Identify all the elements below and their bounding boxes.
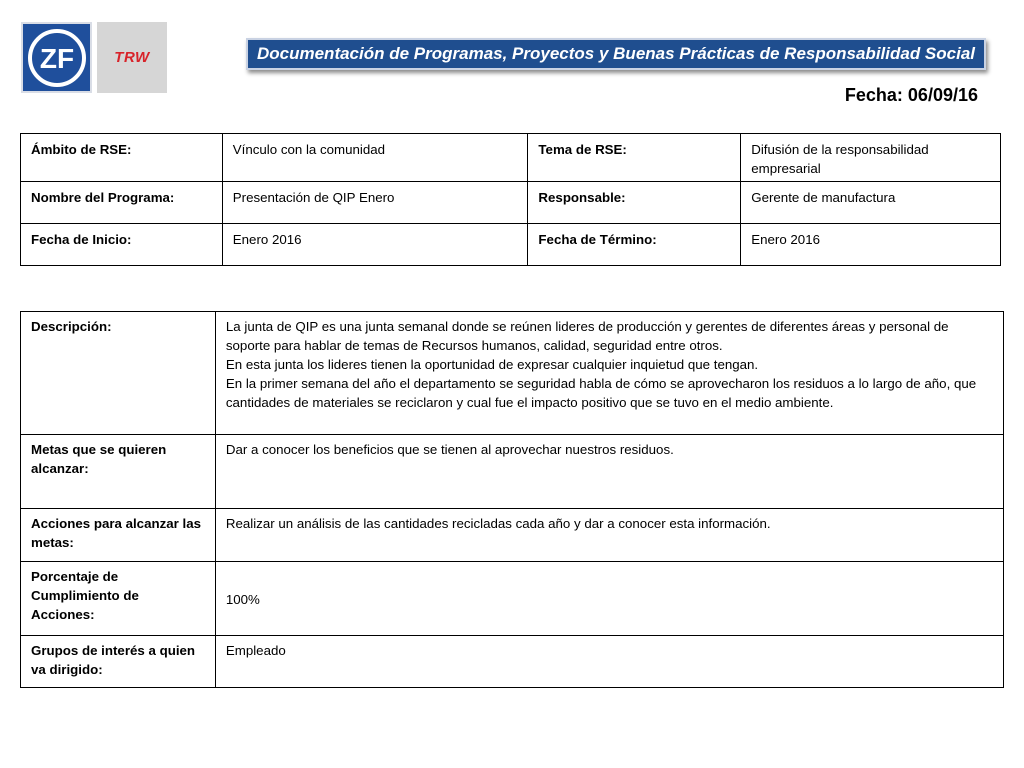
descripcion-line: La junta de QIP es una junta semanal donde se reúnen lideres de producción y gerentes de diferentes áreas y personal de soporte para hablar de temas de Recursos humanos, calidad, seguridad entre otros. (225, 319, 949, 353)
page-title: Documentación de Programas, Proyectos y Buenas Prácticas de Responsabilidad Social (256, 44, 976, 63)
fecha-termino-value: Enero 2016 (741, 224, 1001, 266)
table-row (21, 435, 1004, 509)
fecha-termino-label: Fecha de Término: (528, 224, 741, 266)
zf-logo-text: ZF (39, 42, 74, 74)
descripcion-value (215, 312, 1003, 435)
table-row (21, 509, 1004, 562)
zf-logo (21, 22, 92, 93)
responsable-label: Responsable: (528, 182, 741, 224)
table-row (21, 224, 1001, 266)
grupos-value: Empleado (215, 636, 1003, 688)
program-info-table (20, 133, 1001, 266)
table-row (21, 312, 1004, 435)
descripcion-line: En esta junta los lideres tienen la oportunidad de expresar cualquier inquietud que tengan. (225, 357, 759, 372)
metas-value: Dar a conocer los beneficios que se tienen al aprovechar nuestros residuos. (215, 435, 1003, 509)
table-row (21, 182, 1001, 224)
zf-logo-icon (27, 28, 87, 88)
tema-value: Difusión de la responsabilidad empresarial (741, 134, 1001, 182)
porcentaje-label: Porcentaje de Cumplimiento de Acciones: (21, 562, 216, 636)
trw-logo (97, 22, 167, 93)
nombre-programa-label: Nombre del Programa: (21, 182, 223, 224)
table-row (21, 562, 1004, 636)
grupos-label: Grupos de interés a quien va dirigido: (21, 636, 216, 688)
ambito-label: Ámbito de RSE: (21, 134, 223, 182)
table-row (21, 134, 1001, 182)
acciones-value: Realizar un análisis de las cantidades recicladas cada año y dar a conocer esta información. (215, 509, 1003, 562)
descripcion-label: Descripción: (21, 312, 216, 435)
tema-label: Tema de RSE: (528, 134, 741, 182)
descripcion-line: En la primer semana del año el departamento se seguridad habla de cómo se aprovecharon los residuos a lo largo de año, que cantidades de materiales se reciclaron y cual fue el impacto positivo que se tuvo en el medio ambiente. (225, 376, 977, 410)
trw-logo-text: TRW (114, 49, 150, 66)
porcentaje-value: 100% (215, 562, 1003, 636)
responsable-value: Gerente de manufactura (741, 182, 1001, 224)
ambito-value: Vínculo con la comunidad (222, 134, 528, 182)
fecha-inicio-label: Fecha de Inicio: (21, 224, 223, 266)
table-row (21, 636, 1004, 688)
title-banner (246, 38, 986, 70)
nombre-programa-value: Presentación de QIP Enero (222, 182, 528, 224)
document-date: Fecha: 06/09/16 (844, 85, 978, 105)
program-details-table (20, 311, 1004, 688)
acciones-label: Acciones para alcanzar las metas: (21, 509, 216, 562)
fecha-inicio-value: Enero 2016 (222, 224, 528, 266)
metas-label: Metas que se quieren alcanzar: (21, 435, 216, 509)
